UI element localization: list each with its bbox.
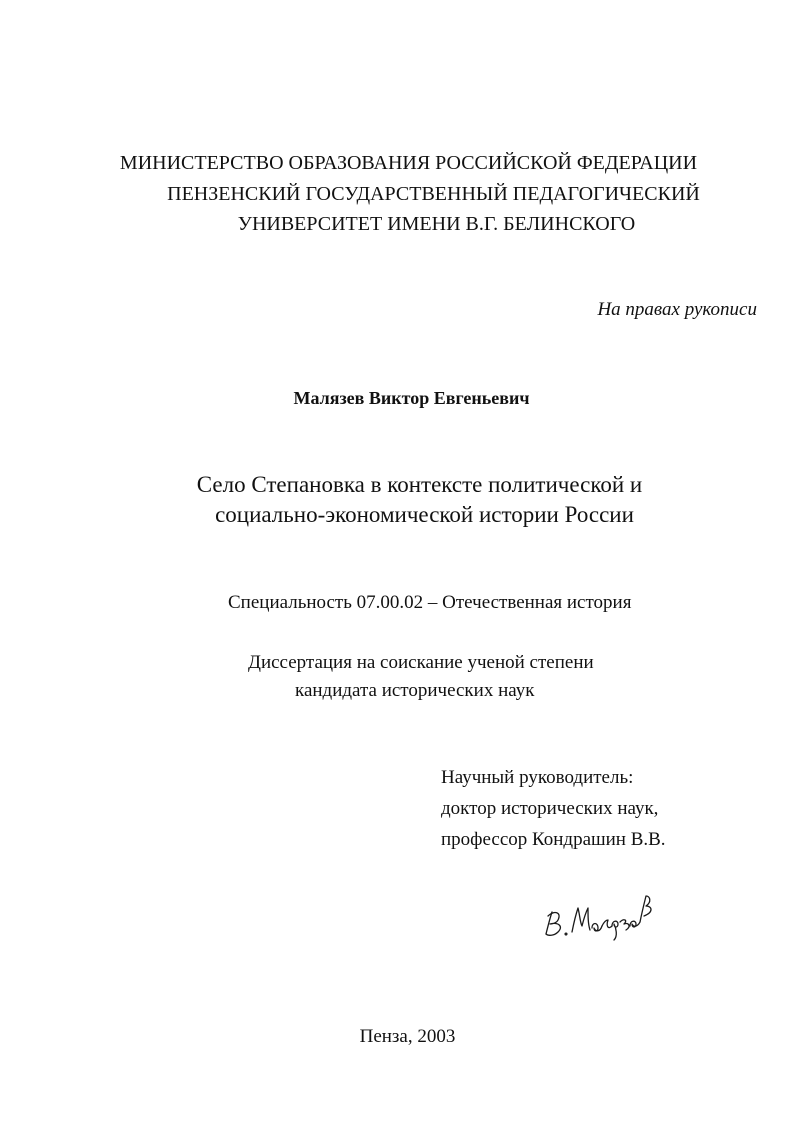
dissertation-title-line-1: Село Степановка в контексте политической и: [196, 472, 643, 497]
supervisor-degree: доктор исторических наук,: [441, 798, 659, 819]
dissertation-title-line-2: социально-экономической истории России: [215, 502, 634, 527]
city-year: Пенза, 2003: [359, 1026, 456, 1047]
university-line-1: ПЕНЗЕНСКИЙ ГОСУДАРСТВЕННЫЙ ПЕДАГОГИЧЕСКИЙ: [167, 183, 700, 205]
signature-icon: [538, 882, 668, 942]
handwritten-signature: [538, 882, 668, 942]
author-name: Малязев Виктор Евгеньевич: [293, 388, 530, 408]
rights-note: На правах рукописи: [597, 299, 757, 320]
supervisor-label: Научный руководитель:: [441, 767, 634, 788]
university-line-2: УНИВЕРСИТЕТ ИМЕНИ В.Г. БЕЛИНСКОГО: [237, 213, 636, 235]
ministry-line-1: МИНИСТЕРСТВО ОБРАЗОВАНИЯ РОССИЙСКОЙ ФЕДЕРАЦИИ: [119, 152, 698, 174]
degree-line-1: Диссертация на соискание ученой степени: [248, 652, 594, 673]
specialty-line: Специальность 07.00.02 – Отечественная история: [228, 592, 632, 613]
degree-line-2: кандидата исторических наук: [295, 680, 535, 701]
supervisor-name: профессор Кондрашин В.В.: [441, 829, 666, 850]
